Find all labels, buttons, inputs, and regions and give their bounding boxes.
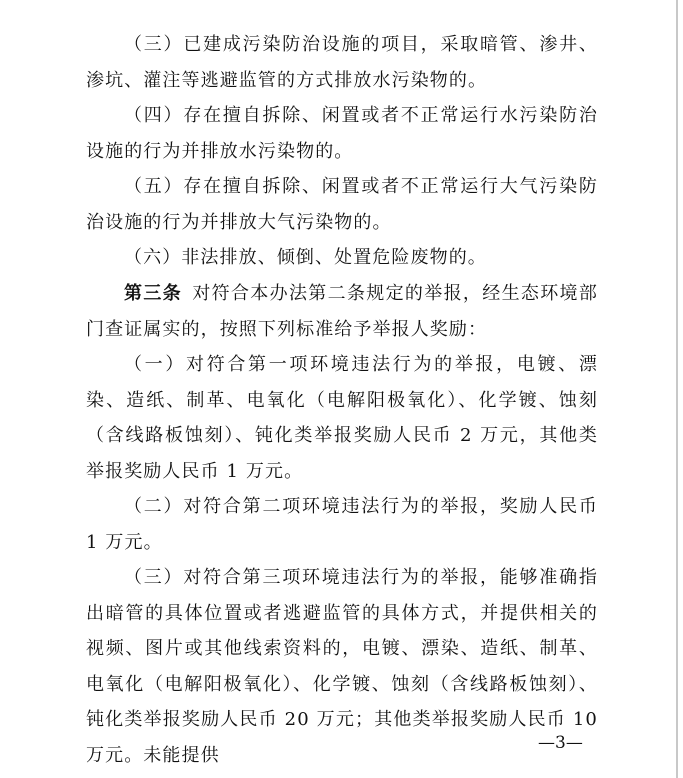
reward-item-3 bbox=[86, 560, 598, 773]
reward-item-1 bbox=[86, 347, 598, 489]
article-3-paragraph bbox=[86, 276, 598, 347]
paragraph-text: （三）已建成污染防治设施的项目，采取暗管、渗井、渗坑、灌注等逃避监管的方式排放水污染物的。 bbox=[86, 34, 598, 91]
paragraph-text: （二）对符合第二项环境违法行为的举报，奖励人民币 1 万元。 bbox=[86, 496, 598, 553]
paragraph-text: （四）存在擅自拆除、闲置或者不正常运行水污染防治设施的行为并排放水污染物的。 bbox=[86, 105, 598, 162]
paragraph-text: （三）对符合第三项环境违法行为的举报，能够准确指出暗管的具体位置或者逃避监管的具体方式，并提供相关的视频、图片或其他线索资料的，电镀、漂染、造纸、制革、电氧化（电解阳极氧化）、化学镀、蚀刻（含线路板蚀刻）、钝化类举报奖励人民币 20 万元；其他类举报奖励人民币 10 万元。未能提供 bbox=[86, 567, 598, 766]
paragraph-text: （五）存在擅自拆除、闲置或者不正常运行大气污染防治设施的行为并排放大气污染物的。 bbox=[86, 176, 598, 233]
paragraph-item-6 bbox=[86, 240, 598, 276]
paragraph-text: （一）对符合第一项环境违法行为的举报，电镀、漂染、造纸、制革、电氧化（电解阳极氧化）、化学镀、蚀刻（含线路板蚀刻）、钝化类举报奖励人民币 2 万元，其他类举报奖励人民币 1 万元。 bbox=[86, 354, 598, 482]
reward-item-2 bbox=[86, 489, 598, 560]
page-number: —3— bbox=[538, 733, 583, 753]
paragraph-item-4 bbox=[86, 98, 598, 169]
paragraph-text: 对符合本办法第二条规定的举报，经生态环境部门查证属实的，按照下列标准给予举报人奖励： bbox=[86, 283, 598, 340]
paragraph-item-5 bbox=[86, 169, 598, 240]
paragraph-text: （六）非法排放、倾倒、处置危险废物的。 bbox=[124, 247, 487, 268]
paragraph-item-3 bbox=[86, 27, 598, 98]
page-edge-line bbox=[676, 0, 678, 778]
article-heading: 第三条 bbox=[124, 283, 182, 304]
